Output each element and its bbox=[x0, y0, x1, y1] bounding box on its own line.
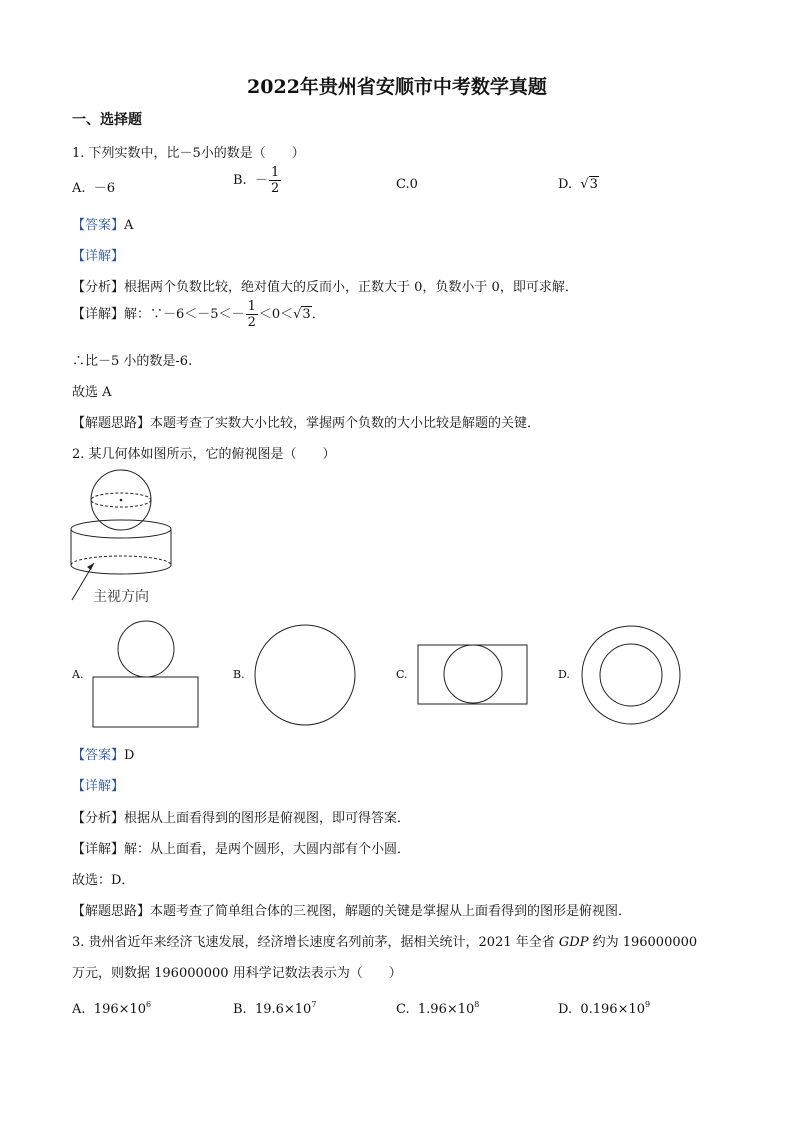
q1-thinking bbox=[72, 412, 540, 431]
q3-option-a-exp: 6 bbox=[146, 1000, 152, 1009]
q2-analysis bbox=[72, 807, 410, 826]
sphere-center-dot bbox=[120, 499, 123, 502]
q3-option-d-exp: 9 bbox=[645, 1000, 651, 1009]
q1-detail-heading: 【详解】 bbox=[72, 249, 125, 264]
radicand: 3 bbox=[589, 177, 598, 192]
thinking-text: 本题考查了实数大小比较，掌握两个负数的大小比较是解题的关键． bbox=[150, 416, 541, 431]
arrow-head-icon bbox=[87, 563, 94, 570]
q3-option-c-exp: 8 bbox=[474, 1000, 480, 1009]
q1-option-b-label: B. bbox=[233, 173, 247, 188]
answer-tag: 【答案】 bbox=[72, 218, 125, 233]
q3-option-b-label: B. bbox=[233, 1002, 247, 1017]
q2-option-a-diagram bbox=[90, 618, 202, 730]
fraction-numerator: 1 bbox=[270, 165, 280, 180]
q3-option-a bbox=[72, 1000, 151, 1017]
cylinder-top bbox=[71, 520, 171, 538]
detail-tag: 【详解】 bbox=[72, 842, 125, 857]
cylinder-bottom-back bbox=[71, 556, 171, 565]
q2-stem: 2. 某几何体如图所示，它的俯视图是（ ） bbox=[72, 447, 336, 462]
answer-tag: 【答案】 bbox=[72, 748, 125, 763]
page-title: 2022年贵州省安顺市中考数学真题 bbox=[247, 76, 547, 98]
q2-figure-label: 主视方向 bbox=[93, 589, 149, 605]
q1-option-d-label: D. bbox=[558, 177, 573, 192]
q2-thinking bbox=[72, 900, 631, 919]
detail-mid: ＜0＜ bbox=[258, 307, 294, 322]
q1-option-d bbox=[558, 177, 599, 192]
q2-option-c-label: C. bbox=[396, 668, 408, 681]
analysis-tag: 【分析】 bbox=[72, 280, 125, 295]
detail-fraction bbox=[246, 300, 258, 329]
detail-pre: 解：∵－6＜－5＜－ bbox=[124, 307, 245, 322]
q1-stem: 1. 下列实数中，比－5小的数是（ ） bbox=[72, 146, 305, 161]
q2-option-d-diagram bbox=[578, 623, 684, 729]
q2-detail-heading: 【详解】 bbox=[72, 779, 125, 794]
q2-option-b-diagram bbox=[252, 623, 358, 729]
thinking-tag: 【解题思路】 bbox=[72, 416, 151, 431]
q3-stem-pre: 3. 贵州省近年来经济飞速发展，经济增长速度名列前茅，据相关统计，2021 年全省 bbox=[72, 935, 559, 950]
q1-option-c-label: C. bbox=[396, 177, 410, 192]
rectangle bbox=[93, 677, 198, 727]
q2-answer bbox=[72, 744, 134, 763]
q3-option-a-base: 196×10 bbox=[93, 1002, 147, 1017]
q1-option-c-value: 0 bbox=[409, 177, 418, 192]
q1-option-b-fraction bbox=[269, 166, 281, 195]
thinking-tag: 【解题思路】 bbox=[72, 904, 151, 919]
q2-option-b-label: B. bbox=[233, 668, 245, 681]
analysis-text: 根据从上面看得到的图形是俯视图，即可得答案． bbox=[124, 811, 411, 826]
outer-circle bbox=[582, 626, 680, 724]
inner-circle bbox=[444, 645, 502, 703]
answer-value: D bbox=[124, 748, 135, 763]
q2-option-c-diagram bbox=[416, 643, 530, 707]
q1-analysis bbox=[72, 276, 578, 295]
q1-option-b-sign: － bbox=[254, 173, 268, 188]
analysis-text: 根据两个负数比较，绝对值大的反而小，正数大于 0，负数小于 0，即可求解． bbox=[124, 280, 578, 295]
q1-option-a-value: －6 bbox=[93, 181, 116, 196]
q1-answer bbox=[72, 214, 133, 233]
q3-option-d bbox=[558, 1000, 650, 1017]
q2-option-a-label: A. bbox=[72, 668, 84, 681]
q3-stem-line1 bbox=[72, 931, 697, 950]
q1-option-a bbox=[72, 177, 115, 196]
detail-text: 解：从上面看，是两个圆形，大圆内部有个小圆． bbox=[124, 842, 411, 857]
detail-end: ． bbox=[311, 307, 325, 322]
q1-option-a-label: A. bbox=[72, 181, 86, 196]
q3-stem-post: 约为 196000000 bbox=[588, 935, 698, 950]
q3-option-b-base: 19.6×10 bbox=[254, 1002, 312, 1017]
rectangle bbox=[418, 645, 527, 704]
radicand: 3 bbox=[302, 307, 311, 322]
q3-option-d-label: D. bbox=[558, 1002, 573, 1017]
cylinder-bottom-front bbox=[71, 565, 171, 574]
thinking-text: 本题考查了简单组合体的三视图，解题的关键是掌握从上面看得到的图形是俯视图． bbox=[150, 904, 632, 919]
q2-detail bbox=[72, 838, 410, 857]
q1-conclusion: ∴比－5 小的数是-6. bbox=[72, 354, 193, 369]
q1-choose: 故选 A bbox=[72, 385, 112, 400]
inner-circle bbox=[600, 644, 662, 706]
q3-option-c bbox=[396, 1000, 479, 1017]
sqrt-icon: √3 bbox=[580, 177, 598, 192]
fraction-denominator: 2 bbox=[247, 315, 256, 330]
large-circle bbox=[255, 625, 355, 725]
fraction-numerator: 1 bbox=[247, 299, 256, 314]
q3-stem-gdp: GDP bbox=[558, 935, 589, 950]
q1-detail bbox=[72, 300, 325, 329]
q3-option-b-exp: 7 bbox=[311, 1000, 317, 1009]
q1-option-b bbox=[233, 166, 282, 195]
q3-option-d-base: 0.196×10 bbox=[580, 1002, 646, 1017]
sqrt-icon: √3 bbox=[293, 307, 311, 322]
detail-tag: 【详解】 bbox=[72, 307, 125, 322]
answer-value: A bbox=[124, 218, 134, 233]
q3-stem-line2: 万元，则数据 196000000 用科学记数法表示为（ ） bbox=[72, 966, 402, 981]
section-heading: 一、选择题 bbox=[72, 112, 142, 128]
q3-option-b bbox=[233, 1000, 316, 1017]
q2-choose: 故选：D． bbox=[72, 873, 135, 888]
analysis-tag: 【分析】 bbox=[72, 811, 125, 826]
q3-option-c-label: C. bbox=[396, 1002, 410, 1017]
small-circle bbox=[118, 621, 174, 677]
q3-option-a-label: A. bbox=[72, 1002, 86, 1017]
q1-option-c bbox=[396, 177, 418, 192]
fraction-denominator: 2 bbox=[270, 181, 280, 196]
q3-option-c-base: 1.96×10 bbox=[417, 1002, 475, 1017]
q2-option-d-label: D. bbox=[558, 668, 570, 681]
